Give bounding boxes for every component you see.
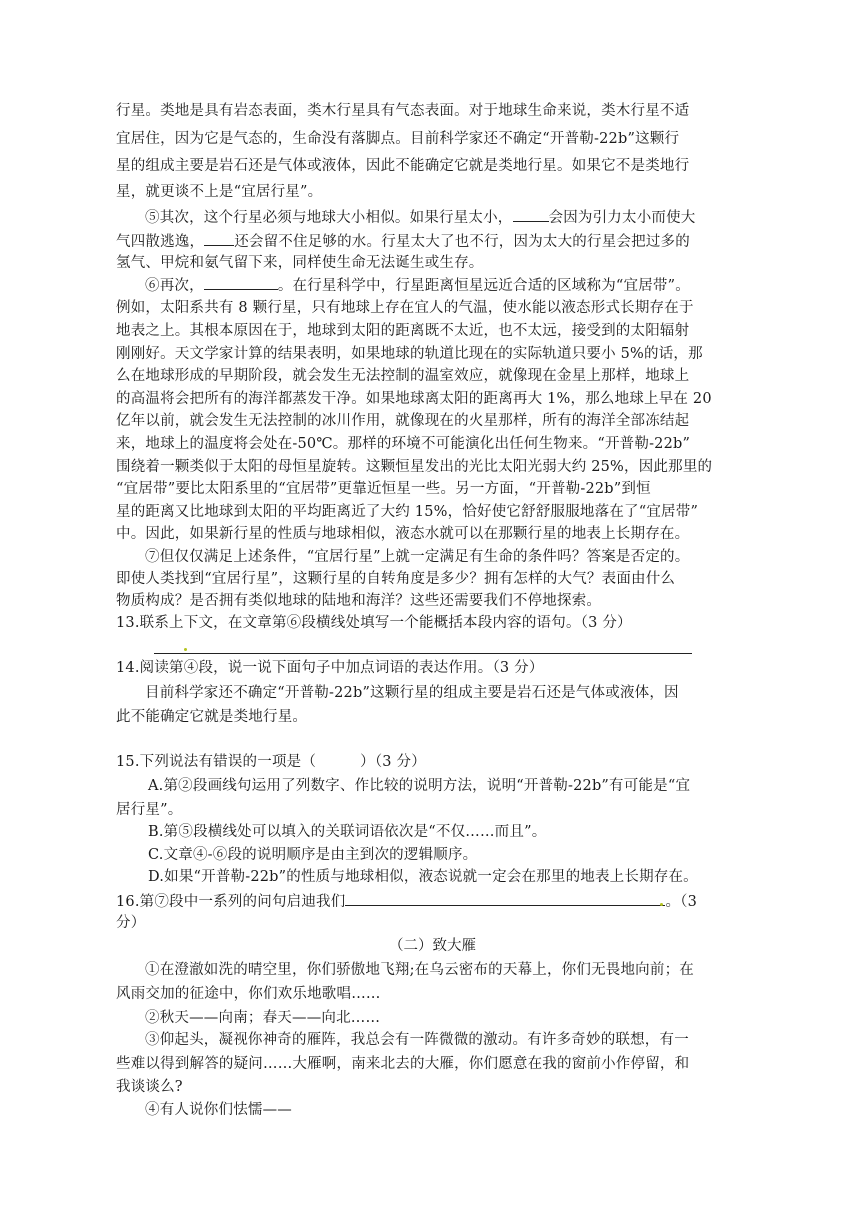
p6-line-9: 围绕着一颗类似于太阳的母恒星旋转。这颗恒星发出的光比太阳光弱大约 25%，因此那里的 — [116, 459, 713, 475]
p5-line-2-a: 气四散逃逸， — [116, 234, 205, 250]
p6-line-7: 亿年以前，就会发生无法控制的冰川作用，就像现在的火星那样，所有的海洋全部冻结起 — [116, 413, 690, 429]
p6-blank[interactable] — [204, 275, 278, 290]
q16-answer-blank[interactable] — [345, 891, 665, 906]
q13-answer-line[interactable] — [154, 653, 692, 654]
p2-line-5: 些难以得到解答的疑问……大雁啊，南来北去的大雁，你们愿意在我的窗前小作停留，和 — [116, 1056, 690, 1072]
p4-line-4: 星，就更谈不上是“宜居行星”。 — [116, 184, 323, 200]
question-16 — [116, 891, 697, 912]
p5-line-3: 氢气、甲烷和氨气留下来，同样使生命无法诞生或生存。 — [116, 255, 484, 271]
p6-line-8: 来，地球上的温度将会处在-50℃。那样的环境不可能演化出任何生物来。“开普勒-22b” — [116, 436, 691, 452]
p2-line-6: 我谈谈么? — [116, 1079, 183, 1095]
p6-line-4: 刚刚好。天文学家计算的结果表明，如果地球的轨道比现在的实际轨道只要小 5%的话，那 — [116, 346, 703, 362]
p6-line-1-b: 。在行星科学中，行星距离恒星远近合适的区域称为“宜居带”。 — [277, 278, 690, 294]
p5-line-1 — [145, 207, 696, 228]
p6-line-10: “宜居带”要比太阳系里的“宜居带”更靠近恒星一些。另一方面，“开普勒-22b”到恒 — [116, 481, 651, 497]
p5-blank-1[interactable] — [513, 207, 549, 222]
question-15: 15.下列说法有错误的一项是（ ）（3 分） — [116, 754, 426, 770]
p5-line-2 — [116, 231, 690, 252]
p7-line-1: ⑦但仅仅满足上述条件，“宜居行星”上就一定满足有生命的条件吗？答案是否定的。 — [145, 549, 690, 565]
p2-line-3: ②秋天——向南；春天——向北…… — [145, 1010, 381, 1026]
passage2-title: （二）致大雁 — [389, 938, 476, 954]
p5-blank-2[interactable] — [204, 231, 234, 246]
q15-option-a-line-1: A.第②段画线句运用了列数字、作比较的说明方法，说明“开普勒-22b”有可能是“宜 — [148, 778, 691, 794]
p6-line-11: 星的距离又比地球到太阳的平均距离近了大约 15%，恰好使它舒舒服服地落在了“宜居带” — [116, 504, 699, 520]
p5-line-2-b: 还会留不住足够的水。行星太大了也不行，因为太大的行星会把过多的 — [234, 234, 690, 250]
p4-line-3: 星的组成主要是岩石还是气体或液体，因此不能确定它就是类地行星。如果它不是类地行 — [116, 158, 690, 174]
p4-line-2: 宜居住，因为它是气态的，生命没有落脚点。目前科学家还不确定“开普勒-22b”这颗行 — [116, 131, 680, 147]
q15-option-b: B.第⑤段横线处可以填入的关联词语依次是“不仅……而且”。 — [148, 824, 547, 840]
p7-line-3: 物质构成？是否拥有类似地球的陆地和海洋？这些还需要我们不停地探索。 — [116, 593, 602, 609]
p4-line-1: 行星。类地是具有岩态表面，类木行星具有气态表面。对于地球生命来说，类木行星不适 — [116, 103, 690, 119]
p2-line-2: 风雨交加的征途中，你们欢乐地歌唱…… — [116, 986, 381, 1002]
scan-speck — [184, 648, 187, 651]
p2-line-4: ③仰起头，凝视你神奇的雁阵，我总会有一阵微微的激动。有许多奇妙的联想，有一 — [145, 1032, 689, 1048]
q15-option-d: D.如果“开普勒-22b”的性质与地球相似，液态说就一定会在那里的地表上长期存在。 — [148, 869, 698, 885]
scan-speck — [660, 903, 663, 906]
p2-line-7: ④有人说你们怯懦—— — [145, 1102, 292, 1118]
p6-line-2: 例如，太阳系共有 8 颗行星，只有地球上存在宜人的气温，使水能以液态形式长期存在于 — [116, 300, 694, 316]
p6-line-1-a: ⑥再次， — [145, 278, 204, 294]
p6-line-5: 么在地球形成的早期阶段，就会发生无法控制的温室效应，就像现在金星上那样，地球上 — [116, 368, 690, 384]
p2-line-1: ①在澄澈如洗的晴空里，你们骄傲地飞翔;在乌云密布的天幕上，你们无畏地向前；在 — [145, 962, 694, 978]
p6-line-12: 中。因此，如果新行星的性质与地球相似，液态水就可以在那颗行星的地表上长期存在。 — [116, 526, 690, 542]
q16-text: 16.第⑦段中一系列的问句启迪我们 — [116, 894, 346, 910]
p5-line-1-b: 会因为引力太小而使大 — [548, 210, 696, 226]
question-13: 13.联系上下文，在文章第⑥段横线处填写一个能概括本段内容的语句。（3 分） — [116, 615, 632, 631]
p7-line-2: 即使人类找到“宜居行星”，这颗行星的自转角度是多少？拥有怎样的大气？表面由什么 — [116, 571, 676, 587]
p6-line-1 — [145, 275, 690, 296]
p5-line-1-a: ⑤其次，这个行星必须与地球大小相似。如果行星太小， — [145, 210, 513, 226]
p6-line-3: 地表之上。其根本原因在于，地球到太阳的距离既不太近，也不太远，接受到的太阳辐射 — [116, 323, 690, 339]
question-14: 14.阅读第④段，说一说下面句子中加点词语的表达作用。（3 分） — [116, 660, 544, 676]
q15-option-c: C.文章④-⑥段的说明顺序是由主到次的逻辑顺序。 — [148, 847, 478, 863]
p6-line-6: 的高温将会把所有的海洋都蒸发干净。如果地球离太阳的距离再大 1%，那么地球上早在 20 — [116, 391, 712, 407]
q16-score: 。（3 — [665, 894, 698, 910]
q16-score-cont: 分） — [116, 915, 146, 931]
q14-sentence-line-1: 目前科学家还不确定“开普勒-22b”这颗行星的组成主要是岩石还是气体或液体，因 — [145, 685, 679, 701]
q15-option-a-line-2: 居行星”。 — [116, 802, 183, 818]
q14-sentence-line-2: 此不能确定它就是类地行星。 — [116, 709, 308, 725]
